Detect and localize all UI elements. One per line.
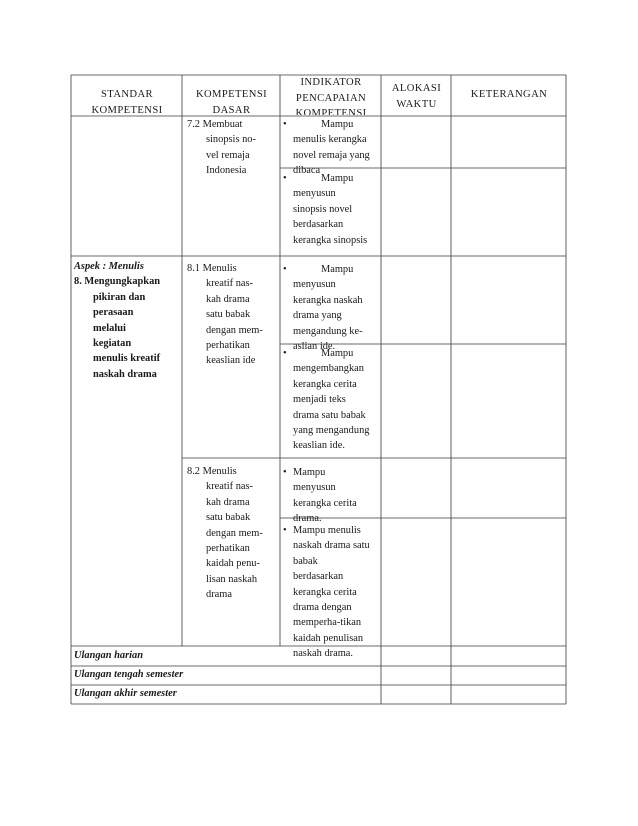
kd-8-1: 8.1 Menulis kreatif nas- kah drama satu babak dengan mem- perhatikan keaslian ide (187, 263, 263, 367)
bullet-icon: • (283, 264, 287, 275)
indikator-7-2-b: • Mampu menyusun sinopsis novel berdasarkan kerangka sinopsis (283, 173, 368, 246)
indikator-8-2-a: • Mampu menyusun kerangka cerita drama. (283, 467, 357, 525)
bullet-icon: • (283, 173, 287, 184)
kd-7-2: 7.2 Membuat sinopsis no- vel remaja Indonesia (187, 119, 256, 177)
header-kompetensi-dasar: KOMPETENSI DASAR (195, 89, 268, 116)
aspek-label: Aspek : Menulis (74, 261, 144, 272)
indikator-8-1-a: • Mampu menyusun kerangka naskah drama yang mengandung ke- aslian ide. (283, 264, 363, 353)
header-standar-kompetensi: STANDAR KOMPETENSI (91, 89, 163, 116)
header-alokasi-waktu: ALOKASI WAKTU (391, 83, 442, 110)
bullet-icon: • (283, 525, 287, 536)
standar-kompetensi-8: Aspek : Menulis 8. Mengungkapkan pikiran dan perasaan melalui kegiatan menulis kreatif naskah drama (74, 259, 181, 382)
bullet-icon: • (283, 348, 287, 359)
ulangan-tengah-semester: Ulangan tengah semester (74, 669, 184, 680)
header-indikator: INDIKATOR PENCAPAIAN KOMPETENSI (295, 77, 367, 115)
indikator-8-2-b: • Mampu menulis naskah drama satu babak berdasarkan kerangka cerita drama dengan memperha-tikan kaidah penulisan naskah drama. (283, 525, 370, 660)
indikator-7-2-a: • Mampu menulis kerangka novel remaja yang dibaca (283, 119, 370, 177)
kd-8-2: 8.2 Menulis kreatif nas- kah drama satu babak dengan mem- perhatikan kaidah penu- lisan naskah drama (187, 466, 263, 601)
bullet-icon: • (283, 119, 287, 130)
header-keterangan: KETERANGAN (470, 89, 548, 100)
ulangan-akhir-semester: Ulangan akhir semester (74, 688, 177, 699)
ulangan-harian: Ulangan harian (74, 650, 144, 661)
bullet-icon: • (283, 467, 287, 478)
indikator-8-1-b: • Mampu mengembangkan kerangka cerita menjadi teks drama satu babak yang mengandung keaslian ide. (283, 348, 370, 452)
